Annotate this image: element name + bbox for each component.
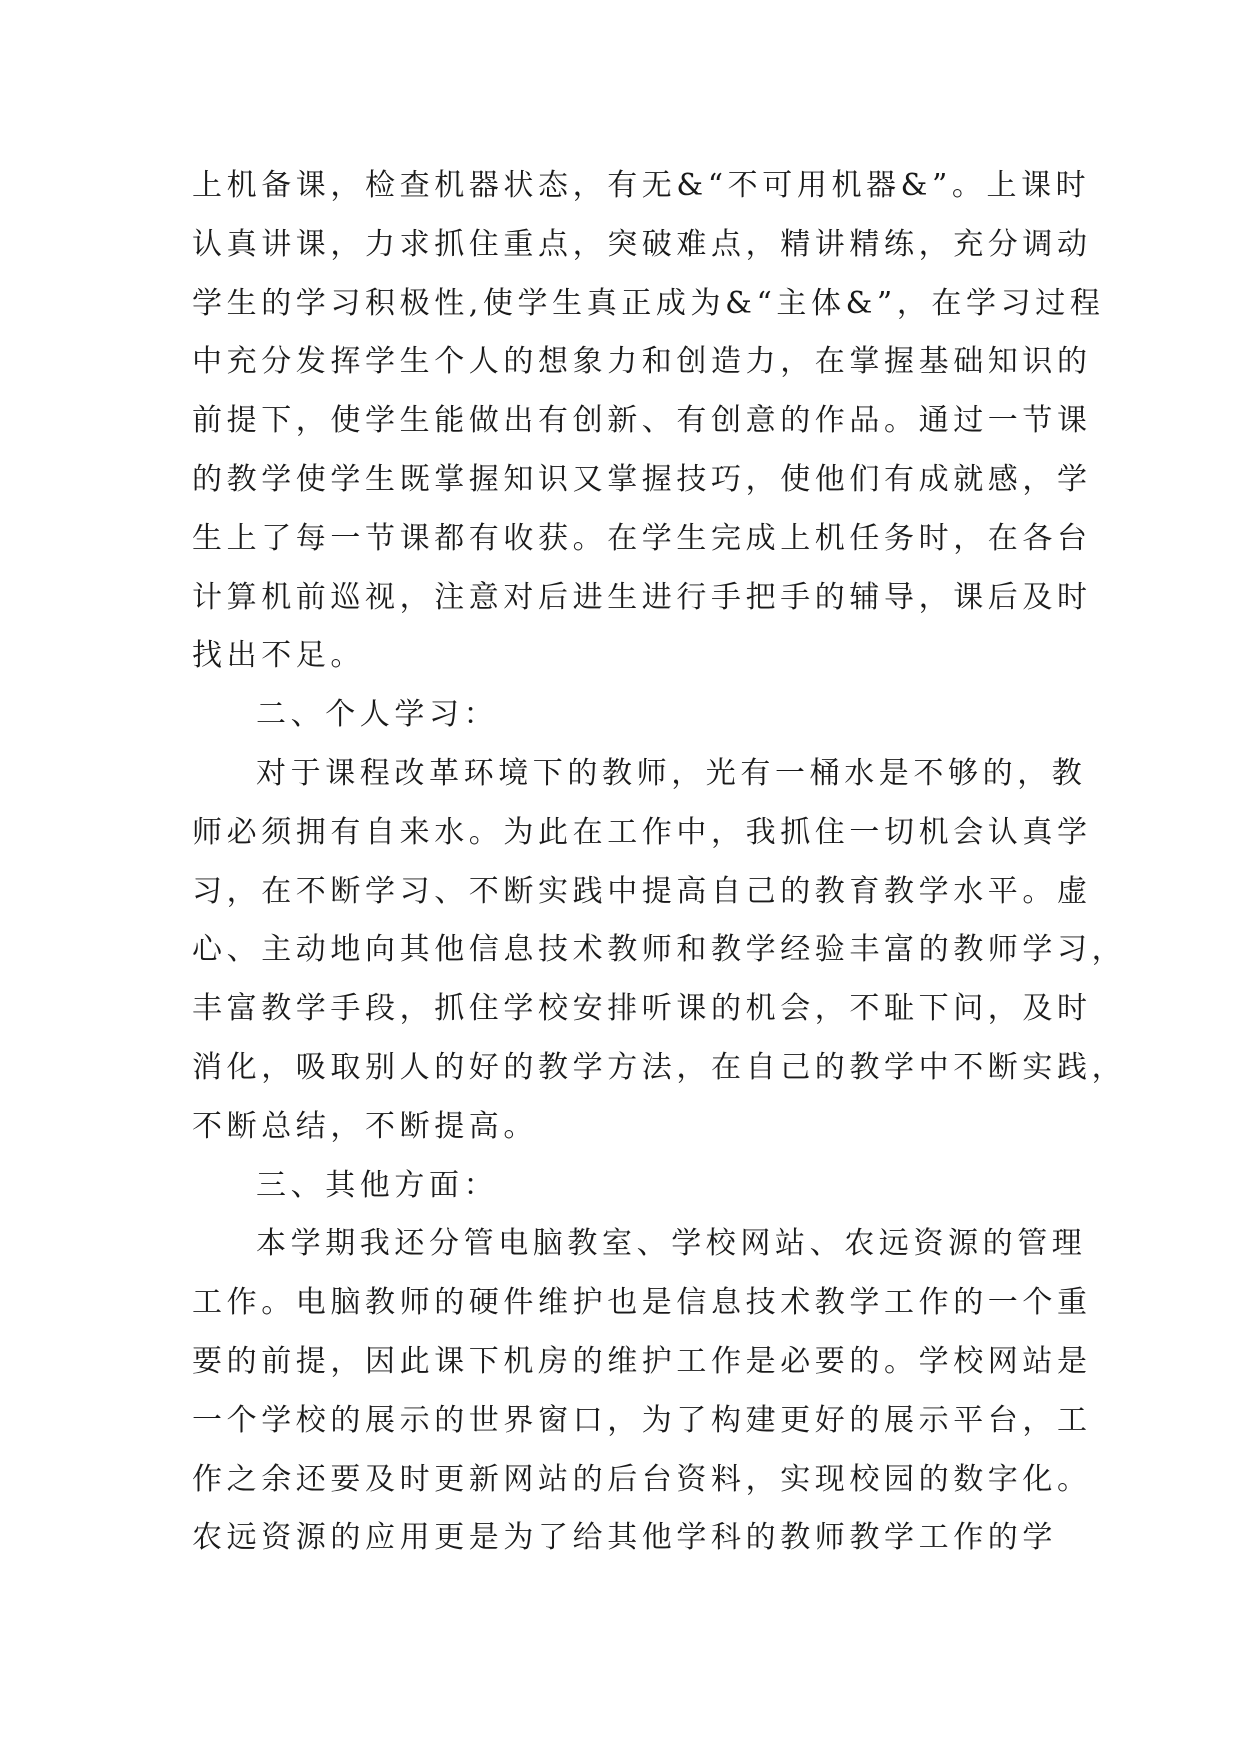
text-line: 要的前提，因此课下机房的维护工作是必要的。学校网站是 xyxy=(192,1343,1092,1379)
text-line: 学生的学习积极性,使学生真正成为&“主体&”，在学习过程 xyxy=(192,285,1105,321)
text-line: 消化，吸取别人的好的教学方法，在自己的教学中不断实践， xyxy=(192,1049,1127,1085)
text-line: 不断总结，不断提高。 xyxy=(192,1108,538,1144)
text-line: 对于课程改革环境下的教师，光有一桶水是不够的，教 xyxy=(256,755,1087,791)
text-line: 本学期我还分管电脑教室、学校网站、农远资源的管理 xyxy=(256,1226,1087,1262)
text-line: 习，在不断学习、不断实践中提高自己的教育教学水平。虚 xyxy=(192,873,1092,909)
text-line: 农远资源的应用更是为了给其他学科的教师教学工作的学 xyxy=(192,1520,1057,1556)
text-line: 中充分发挥学生个人的想象力和创造力，在掌握基础知识的 xyxy=(192,344,1092,380)
text-line: 一个学校的展示的世界窗口，为了构建更好的展示平台，工 xyxy=(192,1402,1092,1438)
text-line: 师必须拥有自来水。为此在工作中，我抓住一切机会认真学 xyxy=(192,814,1092,850)
section-heading: 二、个人学习： xyxy=(256,697,499,733)
text-line: 心、主动地向其他信息技术教师和教学经验丰富的教师学习， xyxy=(192,932,1127,968)
text-line: 找出不足。 xyxy=(192,638,365,674)
text-line: 认真讲课，力求抓住重点，突破难点，精讲精练，充分调动 xyxy=(192,226,1092,262)
body-text xyxy=(192,157,1127,1568)
text-line: 生上了每一节课都有收获。在学生完成上机任务时，在各台 xyxy=(192,520,1092,556)
text-line: 前提下，使学生能做出有创新、有创意的作品。通过一节课 xyxy=(192,403,1092,439)
text-line: 工作。电脑教师的硬件维护也是信息技术教学工作的一个重 xyxy=(192,1285,1092,1321)
text-line: 计算机前巡视，注意对后进生进行手把手的辅导，课后及时 xyxy=(192,579,1092,615)
text-line: 作之余还要及时更新网站的后台资料，实现校园的数字化。 xyxy=(192,1461,1092,1497)
text-line: 上机备课，检查机器状态，有无&“不可用机器&”。上课时 xyxy=(192,168,1091,203)
section-heading: 三、其他方面： xyxy=(256,1167,499,1203)
text-line: 丰富教学手段，抓住学校安排听课的机会，不耻下问，及时 xyxy=(192,991,1092,1027)
text-line: 的教学使学生既掌握知识又掌握技巧，使他们有成就感，学 xyxy=(192,461,1092,497)
